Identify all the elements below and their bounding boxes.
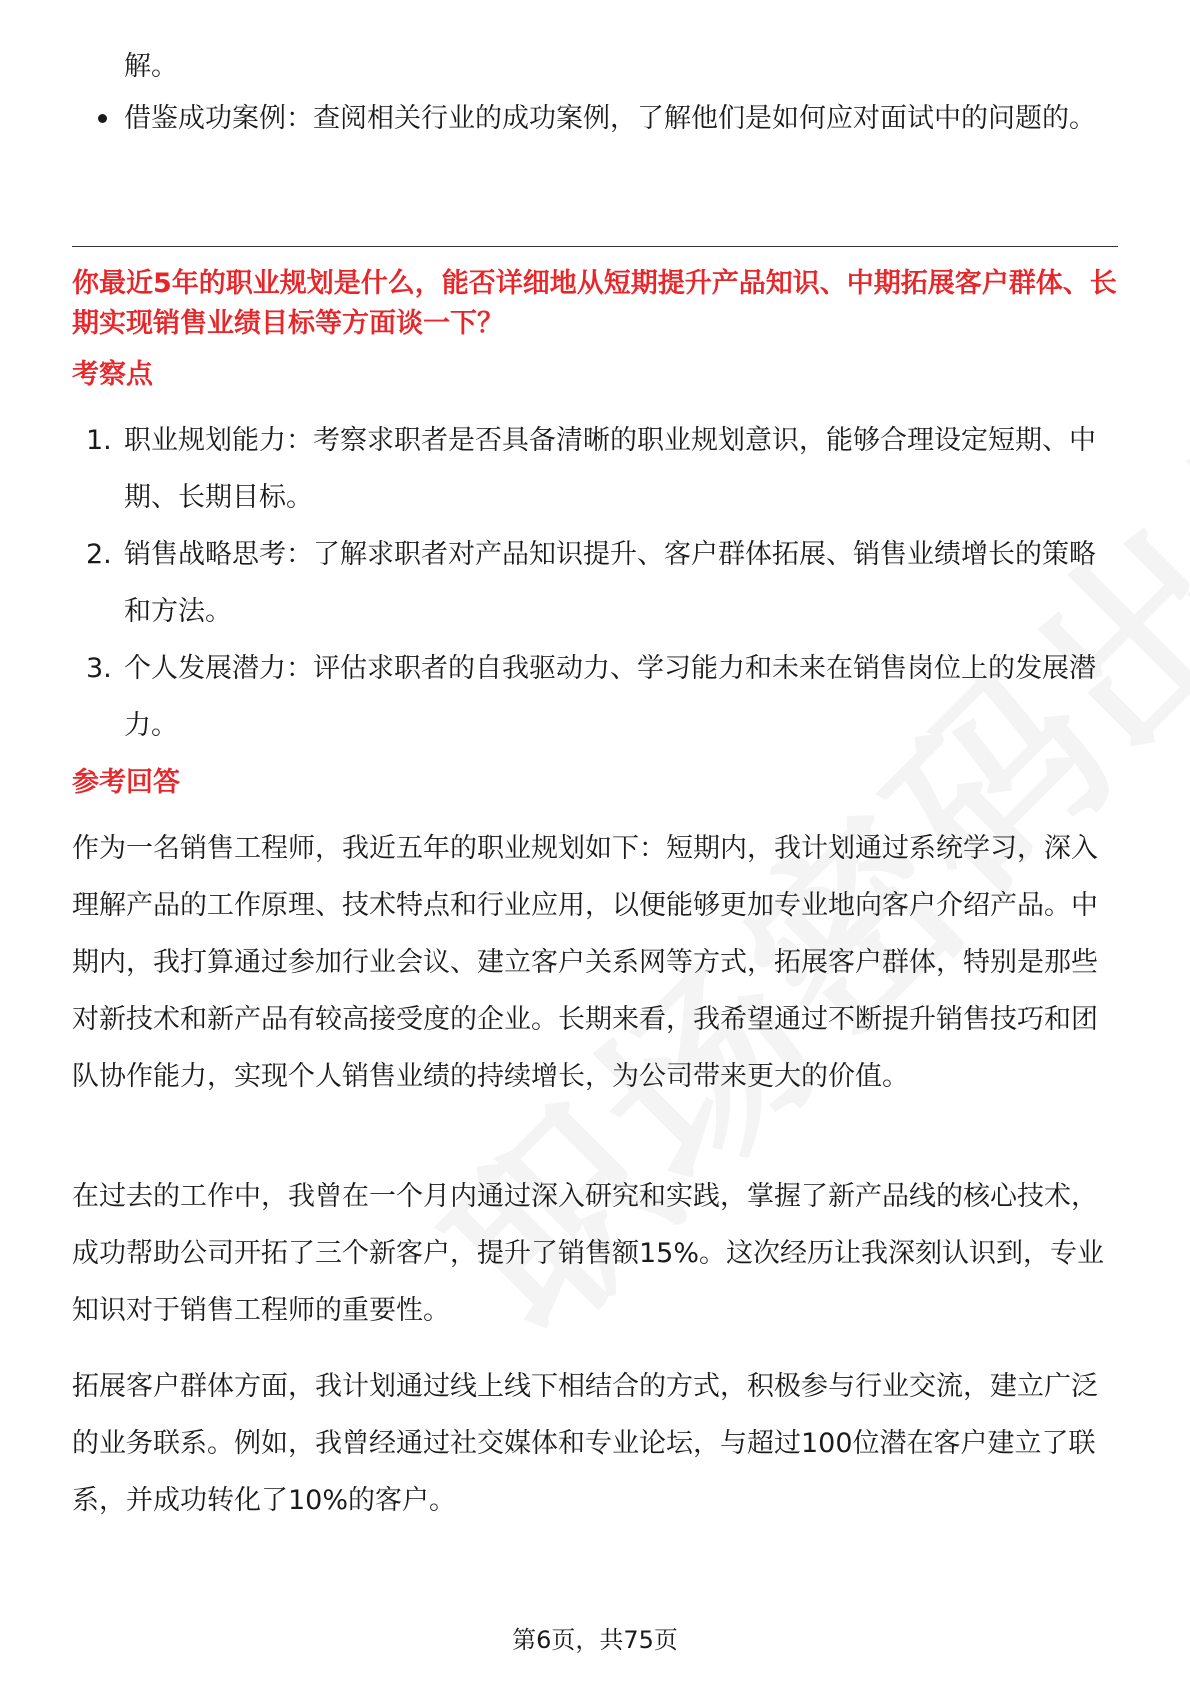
list-item (72, 640, 1118, 754)
page-footer: 第6页，共75页 (512, 1626, 678, 1654)
page (72, 0, 1118, 1684)
examine-label: 考察点 (72, 359, 153, 390)
list-item-text: 销售战略思考：了解求职者对产品知识提升、客户群体拓展、销售业绩增长的策略和方法。 (124, 539, 1096, 627)
answer-label: 参考回答 (72, 767, 180, 798)
bullet-dot-icon (98, 114, 107, 123)
list-item-text: 职业规划能力：考察求职者是否具备清晰的职业规划意识，能够合理设定短期、中期、长期目标。 (124, 425, 1096, 513)
list-number: 1. (86, 425, 112, 456)
answer-paragraph: 在过去的工作中，我曾在一个月内通过深入研究和实践，掌握了新产品线的核心技术，成功帮助公司开拓了三个新客户，提升了销售额15%。这次经历让我深刻认识到，专业知识对于销售工程师的重要性。 (72, 1181, 1105, 1326)
list-number: 3. (86, 653, 112, 684)
answer-paragraph: 作为一名销售工程师，我近五年的职业规划如下：短期内，我计划通过系统学习，深入理解产品的工作原理、技术特点和行业应用，以便能够更加专业地向客户介绍产品。中期内，我打算通过参加行业会议、建立客户关系网等方式，拓展客户群体，特别是那些对新技术和新产品有较高接受度的企业。长期来看，我希望通过不断提升销售技巧和团队协作能力，实现个人销售业绩的持续增长，为公司带来更大的价值。 (72, 833, 1098, 1092)
bullet-list (72, 90, 1118, 147)
list-item (72, 526, 1118, 640)
bullet-text: 借鉴成功案例：查阅相关行业的成功案例，了解他们是如何应对面试中的问题的。 (124, 103, 1096, 134)
question-title: 你最近5年的职业规划是什么，能否详细地从短期提升产品知识、中期拓展客户群体、长期实现销售业绩目标等方面谈一下？ (72, 268, 1117, 339)
list-item (72, 412, 1118, 526)
list-number: 2. (86, 539, 112, 570)
section-divider (72, 246, 1118, 247)
answer-paragraph: 拓展客户群体方面，我计划通过线上线下相结合的方式，积极参与行业交流，建立广泛的业务联系。例如，我曾经通过社交媒体和专业论坛，与超过100位潜在客户建立了联系，并成功转化了10%的客户。 (72, 1371, 1098, 1516)
list-item-text: 个人发展潜力：评估求职者的自我驱动力、学习能力和未来在销售岗位上的发展潜力。 (124, 653, 1096, 741)
prev-bullet-continuation: 解。 (124, 51, 178, 82)
list-item (72, 90, 1118, 147)
examine-list (72, 412, 1118, 754)
